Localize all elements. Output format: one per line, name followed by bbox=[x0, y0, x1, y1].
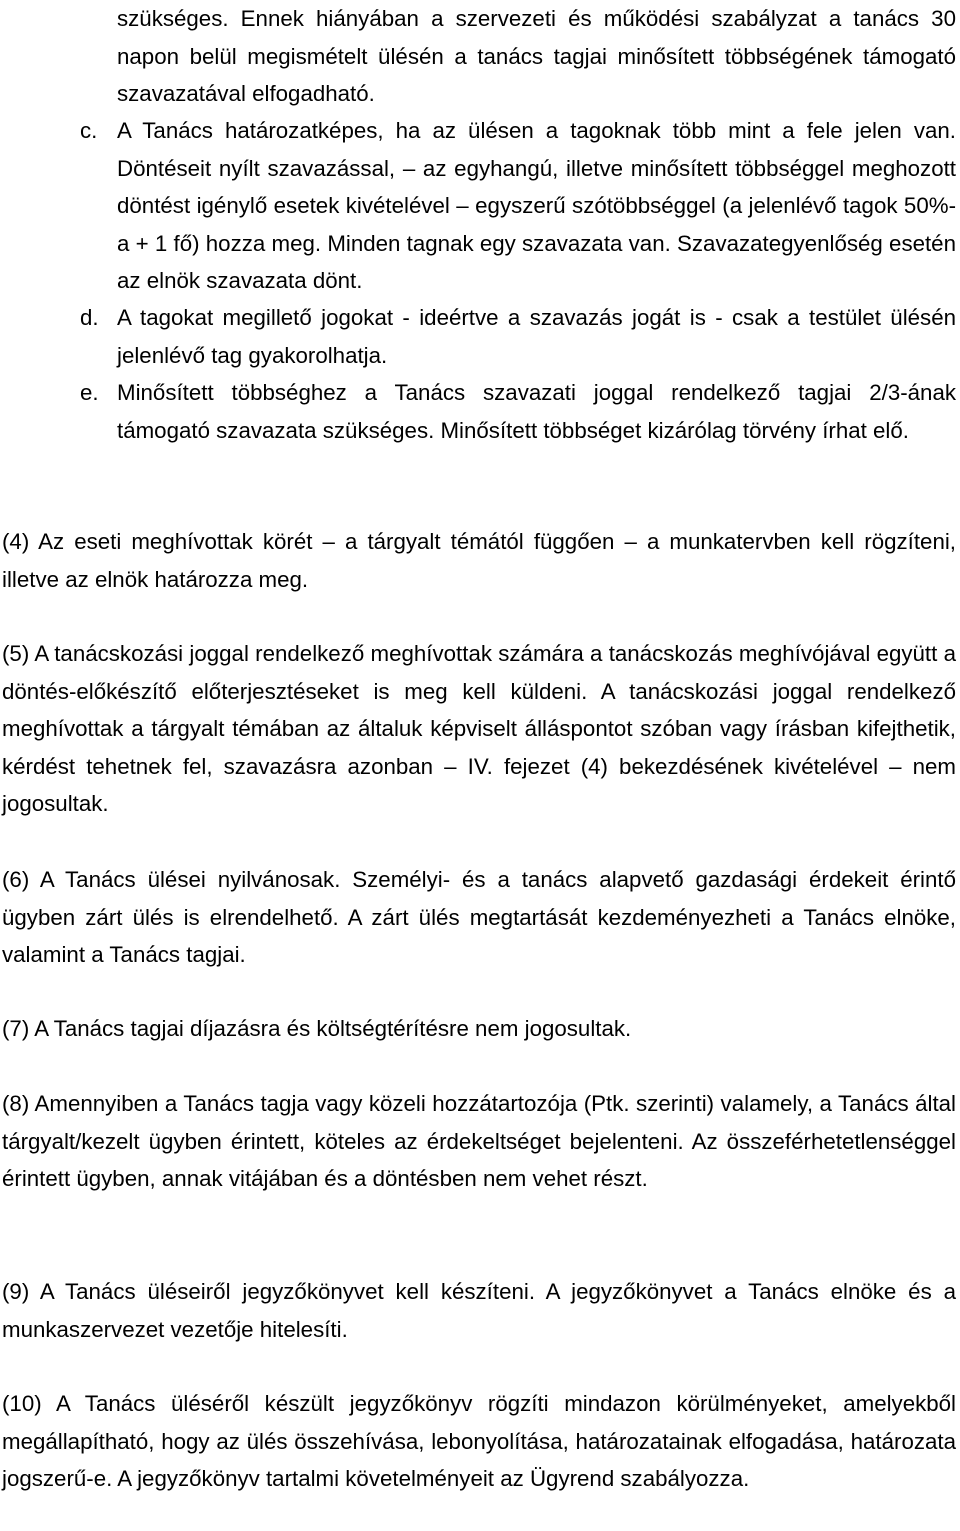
section-10 bbox=[2, 1385, 956, 1498]
section-5-number: (5) bbox=[2, 641, 30, 666]
section-8 bbox=[2, 1085, 956, 1198]
item-d-label: d. bbox=[80, 305, 99, 330]
section-4 bbox=[2, 523, 956, 598]
section-10-text: A Tanács üléséről készült jegyzőkönyv rögzíti mindazon körülményeket, amelyekből megállapítható, hogy az ülés összehívása, lebonyolítása, határozatainak elfogadása, határozata jogszerű-e. A jegyzőkönyv tartalmi követelményeit az Ügyrend szabályozza. bbox=[2, 1391, 956, 1491]
section-7-text: A Tanács tagjai díjazásra és költségtérítésre nem jogosultak. bbox=[34, 1016, 632, 1041]
section-7 bbox=[2, 1010, 956, 1048]
section-6 bbox=[2, 861, 956, 974]
item-e bbox=[80, 374, 956, 449]
section-6-number: (6) bbox=[2, 867, 30, 892]
section-4-number: (4) bbox=[2, 529, 30, 554]
section-5 bbox=[2, 635, 956, 823]
section-9 bbox=[2, 1273, 956, 1348]
section-8-text: Amennyiben a Tanács tagja vagy közeli hozzátartozója (Ptk. szerinti) valamely, a Tanács által tárgyalt/kezelt ügyben érintett, köteles az érdekeltséget bejelenteni. Az összeférhetetlenséggel érintett ügyben, annak vitájában és a döntésben nem vehet részt. bbox=[2, 1091, 956, 1191]
section-7-number: (7) bbox=[2, 1016, 30, 1041]
section-9-text: A Tanács üléseiről jegyzőkönyvet kell készíteni. A jegyzőkönyvet a Tanács elnöke és a munkaszervezet vezetője hitelesíti. bbox=[2, 1279, 956, 1342]
item-d bbox=[80, 299, 956, 374]
section-5-text: A tanácskozási joggal rendelkező meghívottak számára a tanácskozás meghívójával együtt a döntés-előkészítő előterjesztéseket is meg kell küldeni. A tanácskozási joggal rendelkező meghívottak a tárgyalt témában az általuk képviselt álláspontot szóban vagy írásban kifejthetik, kérdést tehetnek fel, szavazásra azonban ‒ IV. fejezet (4) bekezdésének kivételével ‒ nem jogosultak. bbox=[2, 641, 956, 816]
section-6-text: A Tanács ülései nyilvánosak. Személyi- és a tanács alapvető gazdasági érdekeit érintő ügyben zárt ülés is elrendelhető. A zárt ülés megtartását kezdeményezheti a Tanács elnöke, valamint a Tanács tagjai. bbox=[2, 867, 956, 967]
section-10-number: (10) bbox=[2, 1391, 42, 1416]
item-e-label: e. bbox=[80, 380, 99, 405]
item-c bbox=[80, 112, 956, 300]
section-4-text: Az eseti meghívottak körét ‒ a tárgyalt témától függően ‒ a munkatervben kell rögzíteni, illetve az elnök határozza meg. bbox=[2, 529, 957, 592]
item-c-text: A Tanács határozatképes, ha az ülésen a tagoknak több mint a fele jelen van. Döntéseit nyílt szavazással, ‒ az egyhangú, illetve minősített többséggel meghozott döntést igénylő esetek kivételével ‒ egyszerű szótöbbséggel (a jelenlévő tagok 50%-a + 1 fő) hozza meg. Minden tagnak egy szavazata van. Szavazategyenlőség esetén az elnök szavazata dönt. bbox=[117, 118, 956, 293]
section-8-number: (8) bbox=[2, 1091, 30, 1116]
opening-paragraph bbox=[117, 0, 956, 113]
item-d-text: A tagokat megillető jogokat - ideértve a szavazás jogát is - csak a testület ülésén jelenlévő tag gyakorolhatja. bbox=[117, 305, 956, 368]
item-c-label: c. bbox=[80, 118, 98, 143]
item-e-text: Minősített többséghez a Tanács szavazati joggal rendelkező tagjai 2/3-ának támogató szavazata szükséges. Minősített többséget kizárólag törvény írhat elő. bbox=[117, 380, 956, 443]
section-9-number: (9) bbox=[2, 1279, 30, 1304]
opening-text: szükséges. Ennek hiányában a szervezeti és működési szabályzat a tanács 30 napon belül megismételt ülésén a tanács tagjai minősített többségének támogató szavazatával elfogadható. bbox=[117, 6, 956, 106]
